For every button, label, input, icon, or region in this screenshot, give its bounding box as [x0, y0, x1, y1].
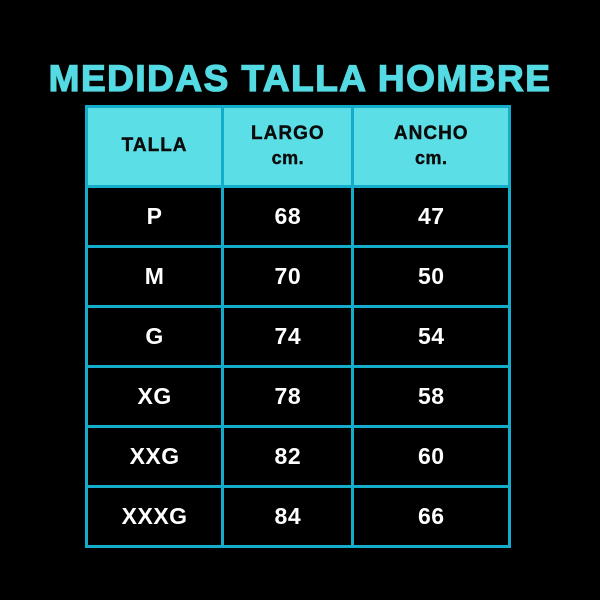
table-row-xxxg — [87, 487, 510, 547]
cell-ancho: 66 — [353, 487, 510, 547]
size-table-container — [85, 105, 511, 545]
size-table-header — [87, 107, 510, 187]
cell-ancho: 50 — [353, 247, 510, 307]
cell-talla: P — [87, 187, 223, 247]
cell-talla: XXG — [87, 427, 223, 487]
cell-ancho: 58 — [353, 367, 510, 427]
cell-ancho: 54 — [353, 307, 510, 367]
header-label-talla: TALLA — [121, 135, 188, 157]
header-sub-largo: cm. — [271, 148, 305, 169]
cell-largo: 68 — [223, 187, 353, 247]
cell-talla: XXXG — [87, 487, 223, 547]
cell-largo: 74 — [223, 307, 353, 367]
header-cell-largo — [223, 107, 353, 187]
cell-largo: 78 — [223, 367, 353, 427]
table-row-xxg — [87, 427, 510, 487]
size-table — [85, 105, 511, 548]
header-row — [87, 107, 510, 187]
table-row-g — [87, 307, 510, 367]
page-title: MEDIDAS TALLA HOMBRE — [48, 58, 552, 99]
cell-talla: XG — [87, 367, 223, 427]
header-sub-ancho: cm. — [414, 148, 448, 169]
header-label-largo: LARGO — [251, 123, 325, 145]
cell-largo: 82 — [223, 427, 353, 487]
cell-ancho: 47 — [353, 187, 510, 247]
table-row-m — [87, 247, 510, 307]
header-label-ancho: ANCHO — [393, 123, 469, 145]
cell-largo: 84 — [223, 487, 353, 547]
header-cell-talla — [87, 107, 223, 187]
header-cell-ancho — [353, 107, 510, 187]
cell-ancho: 60 — [353, 427, 510, 487]
table-row-p — [87, 187, 510, 247]
cell-largo: 70 — [223, 247, 353, 307]
cell-talla: G — [87, 307, 223, 367]
cell-talla: M — [87, 247, 223, 307]
size-table-body — [87, 187, 510, 547]
table-row-xg — [87, 367, 510, 427]
